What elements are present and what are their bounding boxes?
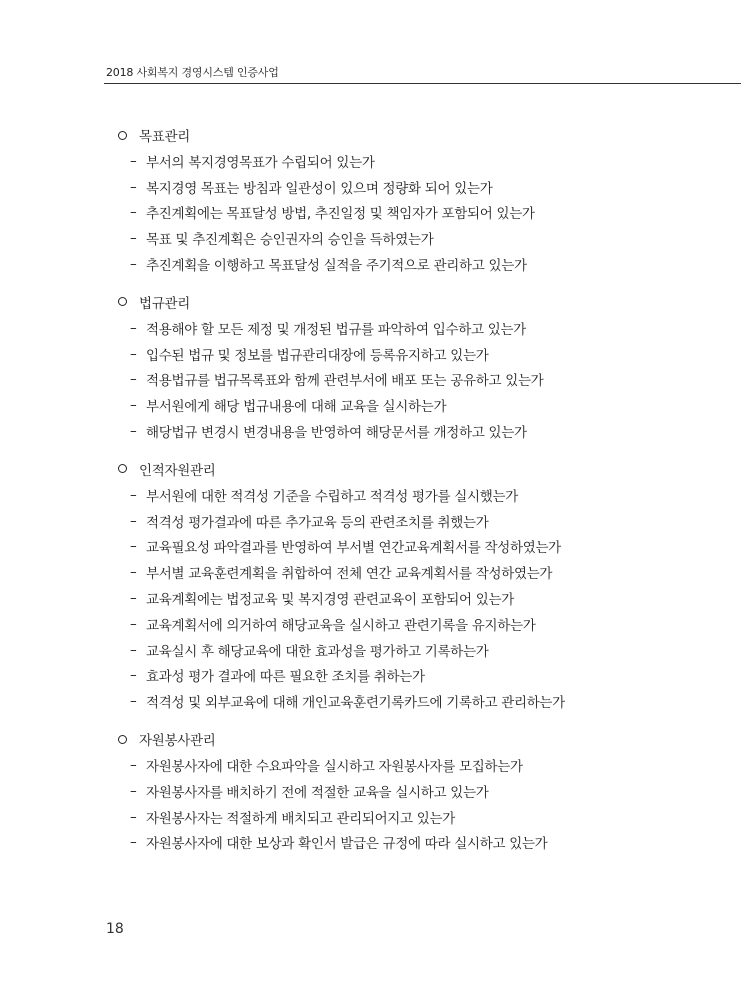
checklist-item <box>118 148 718 174</box>
checklist-item <box>118 611 718 637</box>
page-number: 18 <box>106 921 124 937</box>
checklist-item <box>118 200 718 226</box>
dash-bullet-icon: – <box>130 693 137 710</box>
dash-bullet-icon: – <box>130 230 137 247</box>
section-title-label: 목표관리 <box>139 129 190 145</box>
dash-bullet-icon: – <box>130 345 137 362</box>
circle-bullet-icon <box>118 297 127 306</box>
checklist-item-text: 효과성 평가 결과에 따른 필요한 조치를 취하는가 <box>146 669 425 686</box>
checklist-item <box>118 482 718 508</box>
dash-bullet-icon: – <box>130 667 137 684</box>
checklist-item <box>118 778 718 804</box>
checklist-item <box>118 174 718 200</box>
checklist-item <box>118 392 718 418</box>
checklist-item <box>118 418 718 444</box>
dash-bullet-icon: – <box>130 371 137 388</box>
dash-bullet-icon: – <box>130 486 137 503</box>
checklist-item-text: 자원봉사자를 배치하기 전에 적절한 교육을 실시하고 있는가 <box>146 784 489 801</box>
checklist-section <box>118 456 718 714</box>
checklist-item <box>118 559 718 585</box>
circle-bullet-icon <box>118 464 127 473</box>
checklist-item <box>118 508 718 534</box>
checklist-item <box>118 637 718 663</box>
checklist-item-text: 부서의 복지경영목표가 수립되어 있는가 <box>146 154 375 171</box>
dash-bullet-icon: – <box>130 564 137 581</box>
checklist-item-text: 적격성 및 외부교육에 대해 개인교육훈련기록카드에 기록하고 관리하는가 <box>146 695 565 712</box>
checklist-item <box>118 585 718 611</box>
checklist-item <box>118 534 718 560</box>
checklist-section <box>118 726 718 855</box>
checklist-content <box>118 122 718 867</box>
checklist-item <box>118 830 718 856</box>
checklist-item-text: 입수된 법규 및 정보를 법규관리대장에 등록유지하고 있는가 <box>146 347 489 364</box>
dash-bullet-icon: – <box>130 397 137 414</box>
dash-bullet-icon: – <box>130 538 137 555</box>
checklist-section <box>118 122 718 277</box>
dash-bullet-icon: – <box>130 423 137 440</box>
checklist-item <box>118 225 718 251</box>
checklist-item-text: 자원봉사자는 적절하게 배치되고 관리되어지고 있는가 <box>146 810 456 827</box>
dash-bullet-icon: – <box>130 615 137 632</box>
dash-bullet-icon: – <box>130 590 137 607</box>
dash-bullet-icon: – <box>130 834 137 851</box>
checklist-section <box>118 289 718 444</box>
dash-bullet-icon: – <box>130 808 137 825</box>
checklist-item <box>118 367 718 393</box>
checklist-item-text: 적용해야 할 모든 제정 및 개정된 법규를 파악하여 입수하고 있는가 <box>146 321 526 338</box>
circle-bullet-icon <box>118 735 127 744</box>
dash-bullet-icon: – <box>130 319 137 336</box>
checklist-item-text: 복지경영 목표는 방침과 일관성이 있으며 정량화 되어 있는가 <box>146 180 493 197</box>
checklist-item-text: 추진계획을 이행하고 목표달성 실적을 주기적으로 관리하고 있는가 <box>146 258 527 275</box>
header-rule <box>104 83 741 84</box>
dash-bullet-icon: – <box>130 204 137 221</box>
checklist-item-text: 교육계획서에 의거하여 해당교육을 실시하고 관련기록을 유지하는가 <box>146 617 536 634</box>
checklist-item-text: 적격성 평가결과에 따른 추가교육 등의 관련조치를 취했는가 <box>146 514 489 531</box>
checklist-item-text: 해당법규 변경시 변경내용을 반영하여 해당문서를 개정하고 있는가 <box>146 425 527 442</box>
checklist-item-text: 부서원에 대한 적격성 기준을 수립하고 적격성 평가를 실시했는가 <box>146 488 518 505</box>
checklist-item-text: 부서원에게 해당 법규내용에 대해 교육을 실시하는가 <box>146 399 447 416</box>
checklist-item <box>118 804 718 830</box>
circle-bullet-icon <box>118 131 127 140</box>
section-title-label: 자원봉사관리 <box>139 733 216 750</box>
checklist-item-text: 교육실시 후 해당교육에 대한 효과성을 평가하고 기록하는가 <box>146 643 489 660</box>
section-title <box>118 122 718 148</box>
checklist-item <box>118 663 718 689</box>
checklist-item-text: 교육계획에는 법정교육 및 복지경영 관련교육이 포함되어 있는가 <box>146 592 514 609</box>
checklist-item-text: 교육필요성 파악결과를 반영하여 부서별 연간교육계획서를 작성하였는가 <box>146 540 561 557</box>
checklist-item <box>118 752 718 778</box>
checklist-item <box>118 315 718 341</box>
checklist-item <box>118 251 718 277</box>
section-title <box>118 456 718 482</box>
running-header: 2018 사회복지 경영시스템 인증사업 <box>106 66 279 79</box>
checklist-item-text: 적용법규를 법규목록표와 함께 관련부서에 배포 또는 공유하고 있는가 <box>146 373 544 390</box>
checklist-item-text: 자원봉사자에 대한 수요파악을 실시하고 자원봉사자를 모집하는가 <box>146 759 523 776</box>
dash-bullet-icon: – <box>130 256 137 273</box>
section-title <box>118 289 718 315</box>
dash-bullet-icon: – <box>130 178 137 195</box>
checklist-item-text: 목표 및 추진계획은 승인권자의 승인을 득하였는가 <box>146 232 434 249</box>
checklist-item-text: 부서별 교육훈련계획을 취합하여 전체 연간 교육계획서를 작성하였는가 <box>146 566 553 583</box>
section-title <box>118 726 718 752</box>
checklist-item <box>118 688 718 714</box>
dash-bullet-icon: – <box>130 152 137 169</box>
checklist-item-text: 추진계획에는 목표달성 방법, 추진일정 및 책임자가 포함되어 있는가 <box>146 206 535 223</box>
dash-bullet-icon: – <box>130 512 137 529</box>
checklist-item <box>118 341 718 367</box>
section-title-label: 인적자원관리 <box>139 462 216 479</box>
section-title-label: 법규관리 <box>139 295 190 312</box>
dash-bullet-icon: – <box>130 641 137 658</box>
checklist-item-text: 자원봉사자에 대한 보상과 확인서 발급은 규정에 따라 실시하고 있는가 <box>146 836 548 853</box>
dash-bullet-icon: – <box>130 757 137 774</box>
dash-bullet-icon: – <box>130 782 137 799</box>
